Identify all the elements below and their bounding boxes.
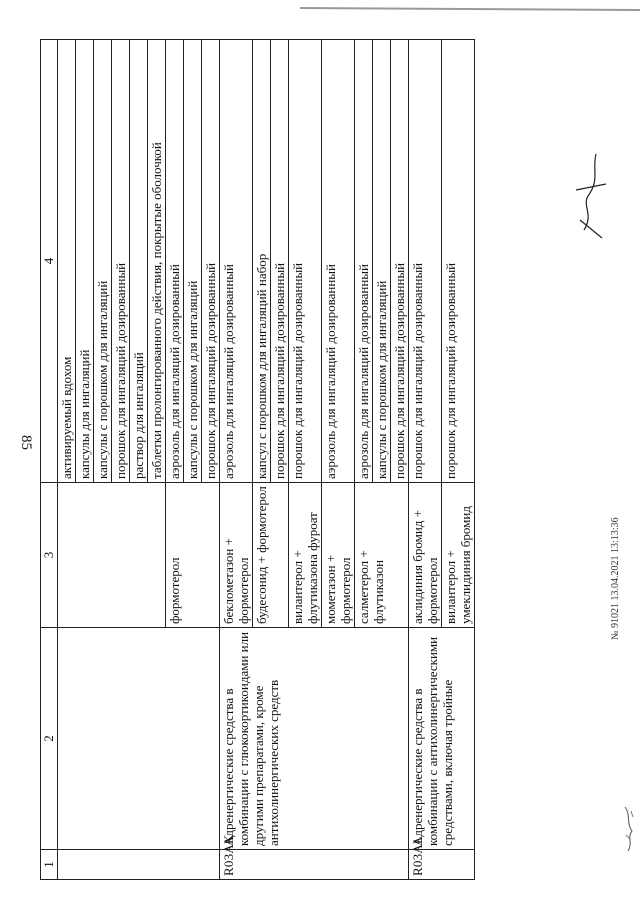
form-cell: капсулы для ингаляций <box>76 40 94 483</box>
table-row <box>58 40 76 880</box>
group-cell: Адренергические средства в комбинации с глюкокортикоидами или другими препаратами, кроме антихолинергических средств <box>220 628 409 850</box>
form-cell: аэрозоль для ингаляций дозированный <box>322 40 355 483</box>
form-cell: порошок для ингаляций дозированный <box>409 40 442 483</box>
form-cell: аэрозоль для ингаляций дозированный <box>166 40 184 483</box>
form-cell: капсулы с порошком для ингаляций <box>94 40 112 483</box>
page-edge-shadow <box>0 0 640 6</box>
document-footer: № 91021 13.04.2021 13:13:36 <box>610 517 621 640</box>
column-header: 3 <box>41 483 58 628</box>
page-number: 85 <box>18 435 34 450</box>
substance-cell <box>58 483 166 628</box>
atc-code-cell: R03AK <box>220 850 409 880</box>
form-cell: порошок для ингаляций дозированный <box>202 40 220 483</box>
form-cell: таблетки пролонгированного действия, покрытые оболочкой <box>148 40 166 483</box>
form-cell: раствор для ингаляций <box>130 40 148 483</box>
form-cell: порошок для ингаляций дозированный <box>289 40 322 483</box>
substance-cell: вилантерол + умеклидиния бромид <box>442 483 475 628</box>
rotated-content <box>40 40 580 880</box>
table-header-row <box>41 40 58 880</box>
form-cell: капсулы с порошком для ингаляций <box>373 40 391 483</box>
atc-code-cell <box>58 850 220 880</box>
form-cell: порошок для ингаляций дозированный <box>112 40 130 483</box>
form-cell: аэрозоль для ингаляций дозированный <box>220 40 253 483</box>
drug-table <box>40 39 475 880</box>
group-cell <box>58 628 220 850</box>
signature-mark <box>566 150 614 248</box>
substance-cell: салметерол + флутиказон <box>355 483 409 628</box>
atc-code-cell: R03AL <box>409 850 475 880</box>
table-row <box>409 40 442 880</box>
column-header: 2 <box>41 628 58 850</box>
form-cell: порошок для ингаляций дозированный <box>442 40 475 483</box>
substance-cell: вилантерол + флутиказона фуроат <box>289 483 322 628</box>
form-cell: порошок для ингаляций дозированный <box>391 40 409 483</box>
stamp-mark <box>622 805 636 853</box>
column-header: 4 <box>41 40 58 483</box>
table-row <box>220 40 253 880</box>
form-cell: капсул с порошком для ингаляций набор <box>253 40 271 483</box>
form-cell: капсулы с порошком для ингаляций <box>184 40 202 483</box>
group-cell: Адренергические средства в комбинации с антихолинергическими средствами, включая тройные <box>409 628 475 850</box>
column-header: 1 <box>41 850 58 880</box>
substance-cell: формотерол <box>166 483 220 628</box>
form-cell: порошок для ингаляций дозированный <box>271 40 289 483</box>
substance-cell: аклидиния бромид + формотерол <box>409 483 442 628</box>
substance-cell: мометазон + формотерол <box>322 483 355 628</box>
form-cell: активируемый вдохом <box>58 40 76 483</box>
substance-cell: беклометазон + формотерол <box>220 483 253 628</box>
form-cell: аэрозоль для ингаляций дозированный <box>355 40 373 483</box>
substance-cell: будесонид + формотерол <box>253 483 289 628</box>
